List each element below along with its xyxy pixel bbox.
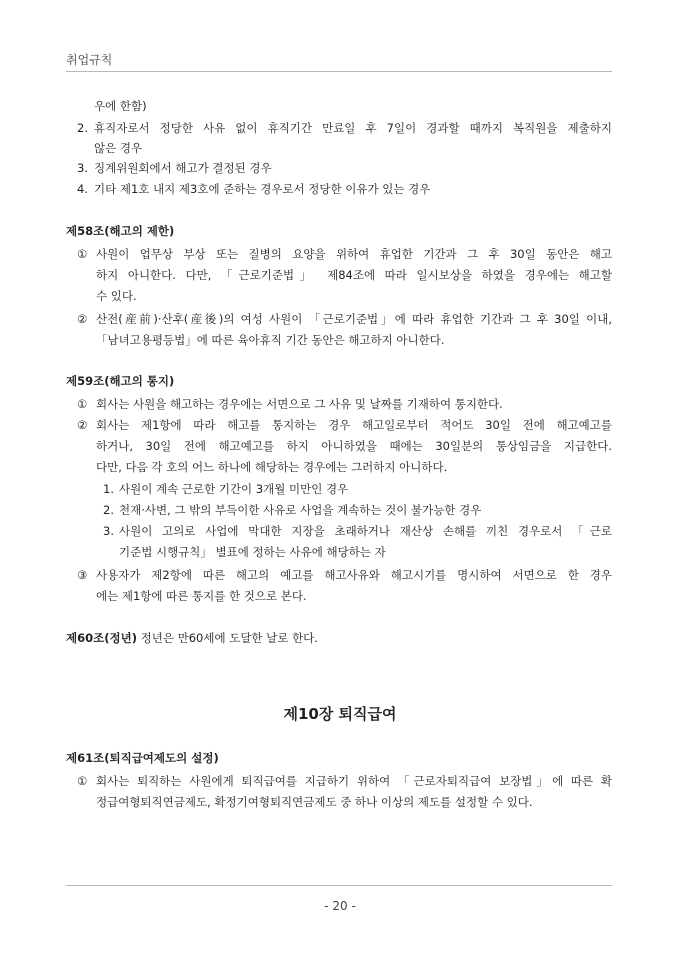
list-item-text: 않은 경우 [94, 141, 143, 155]
paragraph-marker: ② [77, 418, 88, 432]
article-58-title: 제58조(해고의 제한) [66, 224, 175, 238]
paragraph-text: 수 있다. [96, 289, 137, 303]
article-59-title: 제59조(해고의 통지) [66, 374, 175, 388]
paragraph-text: 사용자가 제2항에 따른 해고의 예고를 해고사유와 해고시기를 명시하여 서면으로 한 경우 [96, 568, 612, 582]
paragraph-text: 정급여형퇴직연금제도, 확정기여형퇴직연금제도 중 하나 이상의 제도를 설정할 수 있다. [96, 795, 533, 809]
paragraph-marker: ① [77, 774, 88, 788]
paragraph-text: 산전(産前)·산후(産後)의 여성 사원이 「근로기준법」에 따라 휴업한 기간과 그 후 30일 이내, [96, 312, 612, 326]
list-item-text: 휴직자로서 정당한 사유 없이 휴직기간 만료일 후 7일이 경과할 때까지 복직원을 제출하지 [94, 121, 612, 135]
footer-divider [66, 885, 612, 886]
page-number: - 20 - [324, 899, 356, 913]
article-60-title: 제60조(정년) [66, 631, 137, 645]
list-item-text: 사원이 고의로 사업에 막대한 지장을 초래하거나 재산상 손해를 끼친 경우로서 「근로 [119, 524, 612, 538]
paragraph-text: 하지 아니한다. 다만, 「근로기준법」 제84조에 따라 일시보상을 하였을 경우에는 해고할 [96, 268, 612, 282]
paragraph-text: 사원이 업무상 부상 또는 질병의 요양을 위하여 휴업한 기간과 그 후 30일 동안은 해고 [96, 247, 612, 261]
paragraph-marker: ② [77, 312, 88, 326]
paragraph-marker: ① [77, 247, 88, 261]
list-item-number: 3. [103, 524, 114, 538]
paragraph-text: 회사는 사원을 해고하는 경우에는 서면으로 그 사유 및 날짜를 기재하여 통지한다. [96, 397, 503, 411]
list-item-number: 1. [103, 482, 114, 496]
list-item-number: 2. [77, 121, 88, 135]
list-item-text: 사원이 계속 근로한 기간이 3개월 미만인 경우 [119, 482, 349, 496]
list-item-number: 2. [103, 503, 114, 517]
list-item-number: 4. [77, 182, 88, 196]
header-divider [66, 71, 612, 72]
list-item-text: 기준법 시행규칙」 별표에 정하는 사유에 해당하는 자 [119, 545, 386, 559]
paragraph-text: 회사는 퇴직하는 사원에게 퇴직급여를 지급하기 위하여 「근로자퇴직급여 보장법」에 따른 확 [96, 774, 612, 788]
article-61-title: 제61조(퇴직급여제도의 설정) [66, 751, 219, 765]
list-item-text: 기타 제1호 내지 제3호에 준하는 경우로서 정당한 이유가 있는 경우 [94, 182, 431, 196]
paragraph-text: 하거나, 30일 전에 해고예고를 하지 아니하였을 때에는 30일분의 통상임금을 지급한다. [96, 439, 612, 453]
list-item-text: 천재·사변, 그 밖의 부득이한 사유로 사업을 계속하는 것이 불가능한 경우 [119, 503, 482, 517]
paragraph-text: 다만, 다음 각 호의 어느 하나에 해당하는 경우에는 그러하지 아니하다. [96, 460, 448, 474]
article-60-text: 정년은 만60세에 도달한 날로 한다. [140, 631, 318, 645]
paragraph-marker: ③ [77, 568, 88, 582]
chapter-title: 제10장 퇴직급여 [283, 705, 397, 723]
list-item-text: 징계위원회에서 해고가 결정된 경우 [94, 161, 272, 175]
document-header-title: 취업규칙 [66, 53, 113, 67]
paragraph-text: 회사는 제1항에 따라 해고를 통지하는 경우 해고일로부터 적어도 30일 전에 해고예고를 [96, 418, 612, 432]
article-60 [66, 630, 318, 646]
paragraph-marker: ① [77, 397, 88, 411]
paragraph-text: 「남녀고용평등법」에 따른 육아휴직 기간 동안은 해고하지 아니한다. [96, 333, 445, 347]
paragraph-text: 에는 제1항에 따른 통지를 한 것으로 본다. [96, 589, 307, 603]
list-item-continuation: 우에 한함) [94, 99, 147, 113]
list-item-number: 3. [77, 161, 88, 175]
